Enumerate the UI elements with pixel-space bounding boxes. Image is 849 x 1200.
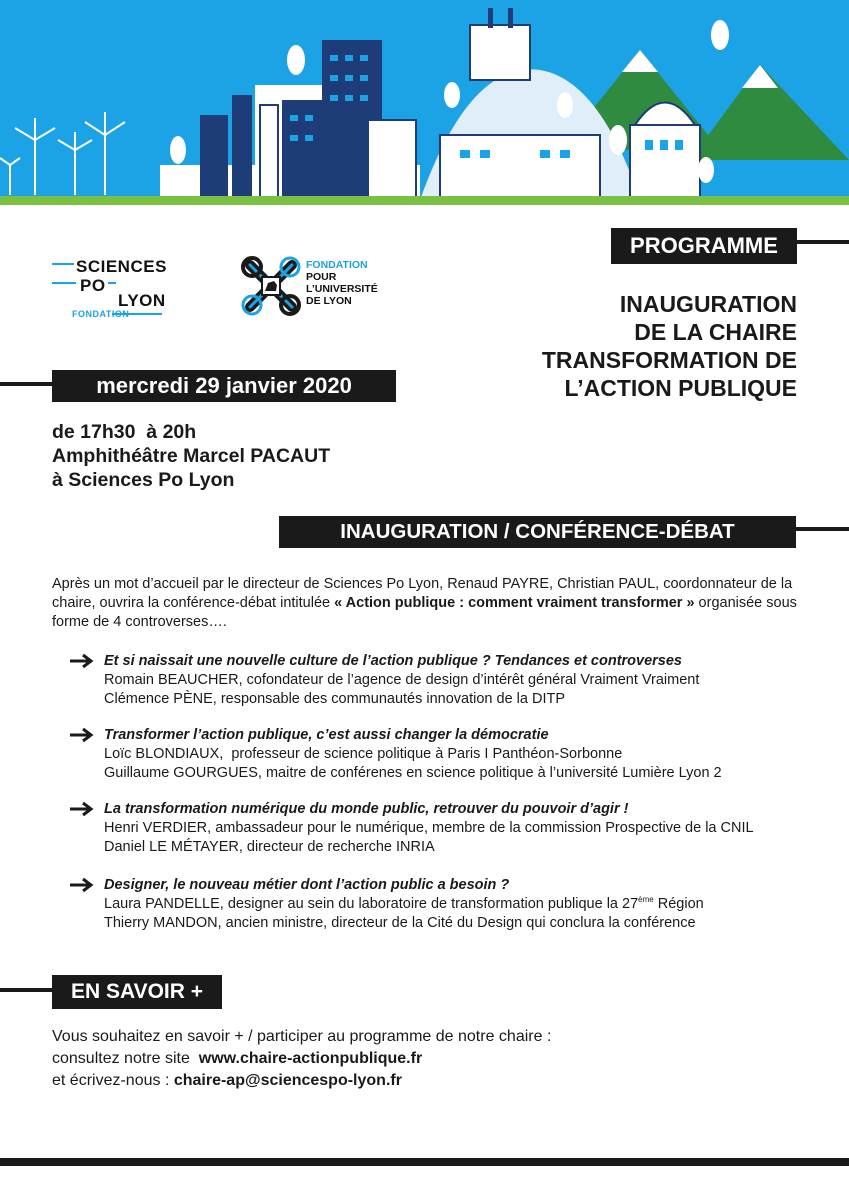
contact-line-2 [52, 1048, 812, 1070]
speaker-sup: ème [638, 895, 654, 905]
intro-end: organisée sous forme de 4 controverses…. [52, 595, 797, 630]
arrow-right-icon [68, 727, 94, 743]
title-line-1: INAUGURATION [619, 291, 797, 317]
arrow-right-icon [68, 877, 94, 893]
logo-fondation: FONDATION [72, 309, 130, 319]
event-place: à Sciences Po Lyon [52, 469, 235, 491]
fu-line1: FONDATION [306, 259, 368, 271]
event-time: de 17h30 à 20h [52, 421, 197, 443]
email-link[interactable]: chaire-ap@sciencespo-lyon.fr [173, 1072, 402, 1089]
speaker-text: Laura PANDELLE, designer au sein du laboratoire de transformation publique la 27 [104, 896, 639, 912]
programme-label: PROGRAMME [611, 228, 797, 264]
controversy-title: Et si naissait une nouvelle culture de l’action publique ? Tendances et controverses [104, 653, 682, 669]
header-illustration [0, 0, 849, 205]
logo-po: PO [80, 276, 106, 295]
speaker-text-end: Région [653, 896, 704, 912]
fu-line2: POUR [306, 271, 337, 283]
contact-block [52, 1026, 812, 1092]
speaker: Clémence PÈNE, responsable des communautés innovation de la DITP [104, 691, 566, 707]
contact-line-3 [52, 1070, 812, 1092]
sciences-po-lyon-logo [52, 258, 177, 320]
footer-bar [0, 1158, 849, 1166]
savoir-rule [0, 988, 60, 992]
speaker: Loïc BLONDIAUX, professeur de science politique à Paris I Panthéon-Sorbonne [104, 746, 623, 762]
contact-prefix: consultez notre site [52, 1050, 199, 1067]
event-date: mercredi 29 janvier 2020 [52, 370, 396, 402]
speaker [104, 895, 804, 914]
conference-intro [52, 575, 802, 632]
title-line-4: L’ACTION PUBLIQUE [564, 375, 797, 401]
en-savoir-plus-label: EN SAVOIR + [52, 975, 222, 1009]
controversy-title: La transformation numérique du monde public, retrouver du pouvoir d’agir ! [104, 801, 629, 817]
title-line-3: TRANSFORMATION DE [541, 347, 797, 373]
title-line-2: DE LA CHAIRE [634, 319, 797, 345]
fondation-universite-lyon-logo [240, 255, 380, 317]
lion-knot-icon [240, 255, 302, 317]
conference-label: INAUGURATION / CONFÉRENCE-DÉBAT [279, 516, 796, 548]
speaker: Romain BEAUCHER, cofondateur de l’agence de design d’intérêt général Vraiment Vraiment [104, 672, 700, 688]
arrow-right-icon [68, 653, 94, 669]
logo-sciences: SCIENCES [76, 257, 167, 276]
fu-line3: L’UNIVERSITÉ [306, 283, 378, 295]
date-rule [0, 382, 60, 386]
speaker: Thierry MANDON, ancien ministre, directeur de la Cité du Design qui conclura la conférence [104, 915, 696, 931]
event-details [52, 420, 330, 492]
programme-rule [797, 240, 849, 244]
fondation-text [306, 259, 378, 307]
speaker: Henri VERDIER, ambassadeur pour le numérique, membre de la commission Prospective de la CNIL [104, 820, 754, 836]
intro-start: Après un mot d’accueil par le directeur de Sciences Po Lyon, Renaud PAYRE, Christian PAUL, coordonnateur de la chaire, ouvrira la conférence-débat intitulée [52, 576, 793, 611]
fu-line4: DE LYON [306, 295, 352, 307]
website-link[interactable]: www.chaire-actionpublique.fr [198, 1050, 423, 1067]
contact-prefix: et écrivez-nous : [52, 1072, 174, 1089]
event-venue: Amphithéâtre Marcel PACAUT [52, 445, 331, 467]
controversy-title: Designer, le nouveau métier dont l’action public a besoin ? [104, 877, 510, 893]
programme-title [467, 290, 797, 402]
conference-rule [796, 527, 849, 531]
city-landscape-illustration [0, 0, 849, 205]
contact-line-1: Vous souhaitez en savoir + / participer au programme de notre chaire : [52, 1028, 552, 1045]
speaker: Daniel LE MÉTAYER, directeur de recherche INRIA [104, 839, 435, 855]
logo-lyon: LYON [118, 291, 166, 310]
speaker: Guillaume GOURGUES, maitre de conférenes en science politique à l’université Lumière Lyon 2 [104, 765, 722, 781]
controversy-title: Transformer l’action publique, c’est aussi changer la démocratie [104, 727, 549, 743]
intro-bold: « Action publique : comment vraiment transformer » [334, 595, 695, 611]
arrow-right-icon [68, 801, 94, 817]
